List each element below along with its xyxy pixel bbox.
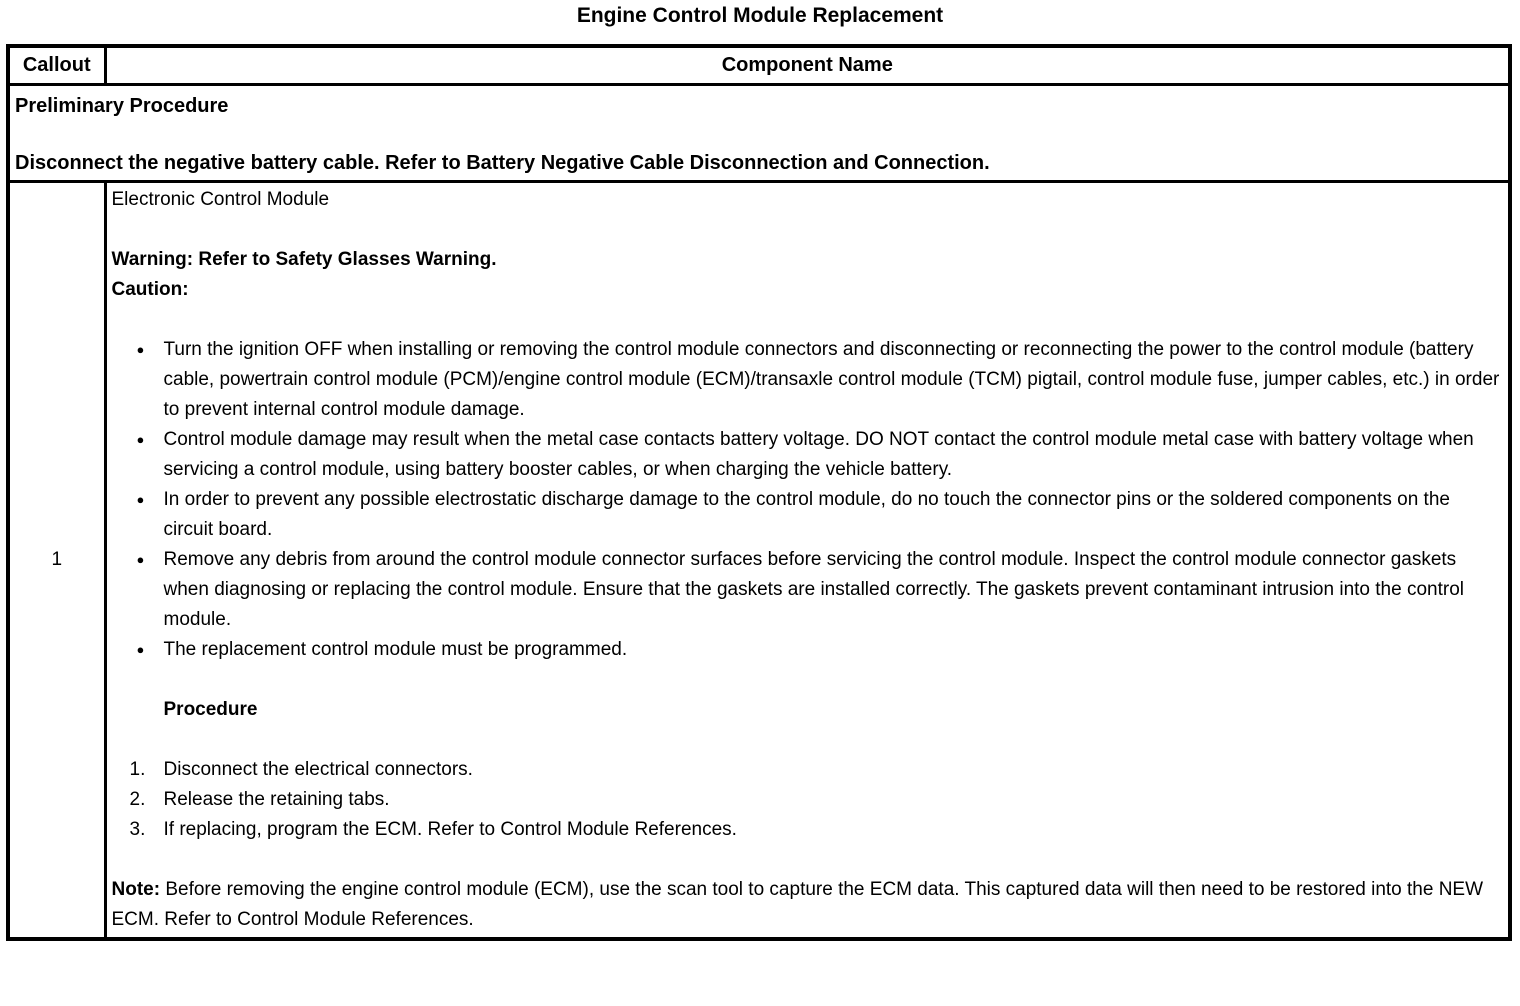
table-header-row [8, 46, 1510, 84]
blank-line [112, 665, 1503, 695]
blank-line [112, 725, 1503, 755]
component-description-cell [105, 181, 1510, 939]
preliminary-procedure-cell [8, 84, 1510, 181]
caution-item: ● The replacement control module must be programmed. [112, 635, 1503, 665]
procedure-step: Disconnect the electrical connectors. [163, 758, 473, 780]
blank-line [112, 845, 1503, 875]
blank-line [15, 121, 1503, 148]
caution-label: Caution: [111, 278, 189, 300]
note-label: Note: [111, 878, 161, 900]
blank-line [112, 305, 1503, 335]
page-title: Engine Control Module Replacement [576, 4, 944, 27]
caution-item: ● Remove any debris from around the control module connector surfaces before servicing the control module. Inspect the control module connector gaskets when diagnosing or replacing the control module. Ensure that the gaskets are installed correctly. The gaskets prevent contaminant intrusion into the control module. [112, 545, 1503, 635]
caution-bullet-list [112, 335, 1503, 665]
preliminary-procedure-row [8, 84, 1510, 181]
preliminary-procedure-heading: Preliminary Procedure [15, 94, 229, 117]
procedure-step: If replacing, program the ECM. Refer to Control Module References. [163, 818, 737, 840]
caution-item: ● Turn the ignition OFF when installing or removing the control module connectors and disconnecting or reconnecting the power to the control module (battery cable, powertrain control module (PCM)/engine control module (ECM)/transaxle control module (TCM) pigtail, control module fuse, jumper cables, etc.) in order to prevent internal control module damage. [112, 335, 1503, 425]
component-table [6, 44, 1512, 941]
procedure-step-list [112, 755, 1503, 845]
procedure-heading: Procedure [163, 698, 258, 720]
component-name: Electronic Control Module [111, 188, 330, 210]
column-header-callout: Callout [8, 46, 105, 84]
column-header-component-name: Component Name [105, 46, 1510, 84]
warning-line: Warning: Refer to Safety Glasses Warning. [111, 248, 497, 270]
callout-number: 1 [8, 181, 105, 939]
caution-item: ● In order to prevent any possible electrostatic discharge damage to the control module, do no touch the connector pins or the soldered components on the circuit board. [112, 485, 1503, 545]
note-text: Before removing the engine control module (ECM), use the scan tool to capture the ECM data. This captured data will then need to be restored into the NEW ECM. Refer to Control Module References. [111, 878, 1484, 930]
procedure-step: Release the retaining tabs. [163, 788, 390, 810]
note-paragraph [112, 875, 1503, 935]
blank-line [112, 215, 1503, 245]
preliminary-procedure-instruction: Disconnect the negative battery cable. Refer to Battery Negative Cable Disconnection and Connection. [15, 151, 990, 174]
caution-item: ● Control module damage may result when the metal case contacts battery voltage. DO NOT contact the control module metal case with battery voltage when servicing a control module, using battery booster cables, or when charging the vehicle battery. [112, 425, 1503, 485]
component-row [8, 181, 1510, 939]
